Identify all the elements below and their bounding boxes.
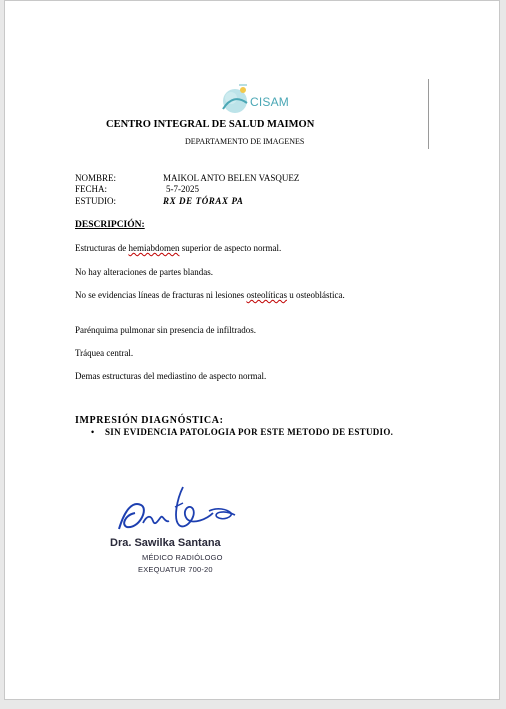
- impression-title: IMPRESIÓN DIAGNÓSTICA:: [75, 415, 224, 426]
- text-segment: u osteoblástica.: [286, 290, 345, 300]
- organization-name: CENTRO INTEGRAL DE SALUD MAIMON: [106, 119, 315, 130]
- text-segment: No se evidencias líneas de fracturas ni lesiones: [75, 290, 247, 300]
- impression-list: [91, 427, 393, 437]
- logo-wordmark: CISAM: [250, 95, 290, 109]
- doctor-name: Dra. Sawilka Santana: [110, 537, 221, 549]
- study-label: ESTUDIO:: [75, 196, 116, 206]
- doctor-exequatur: EXEQUATUR 700-20: [138, 565, 213, 574]
- finding-paragraph: [75, 289, 405, 301]
- text-segment: Estructuras de: [75, 243, 129, 253]
- date-value: 5-7-2025: [166, 184, 199, 194]
- study-value: RX DE TÓRAX PA: [163, 196, 244, 206]
- finding-paragraph: [75, 242, 405, 254]
- handwritten-signature-icon: [113, 479, 253, 541]
- spellcheck-flagged-word: hemiabdomen: [128, 243, 180, 253]
- finding-paragraph: No hay alteraciones de partes blandas.: [75, 267, 213, 277]
- finding-paragraph: Parénquima pulmonar sin presencia de infiltrados.: [75, 325, 256, 335]
- doctor-title: MÉDICO RADIÓLOGO: [142, 553, 223, 562]
- patient-name-row: [75, 173, 299, 183]
- text-segment: superior de aspecto normal.: [179, 243, 282, 253]
- date-label: FECHA:: [75, 184, 108, 194]
- finding-paragraph: Tráquea central.: [75, 348, 134, 358]
- finding-paragraph: Demas estructuras del mediastino de aspecto normal.: [75, 371, 267, 381]
- department-name: DEPARTAMENTO DE IMAGENES: [185, 137, 305, 146]
- study-row: [75, 196, 244, 206]
- date-row: [75, 184, 199, 194]
- name-value: MAIKOL ANTO BELEN VASQUEZ: [163, 173, 300, 183]
- description-title: DESCRIPCIÓN:: [75, 220, 145, 230]
- margin-divider: [428, 79, 429, 149]
- document-page: [4, 0, 500, 700]
- impression-item: • SIN EVIDENCIA PATOLOGIA POR ESTE METODO DE ESTUDIO.: [91, 427, 393, 437]
- spellcheck-flagged-word: osteolíticas: [246, 290, 287, 300]
- name-label: NOMBRE:: [75, 173, 117, 183]
